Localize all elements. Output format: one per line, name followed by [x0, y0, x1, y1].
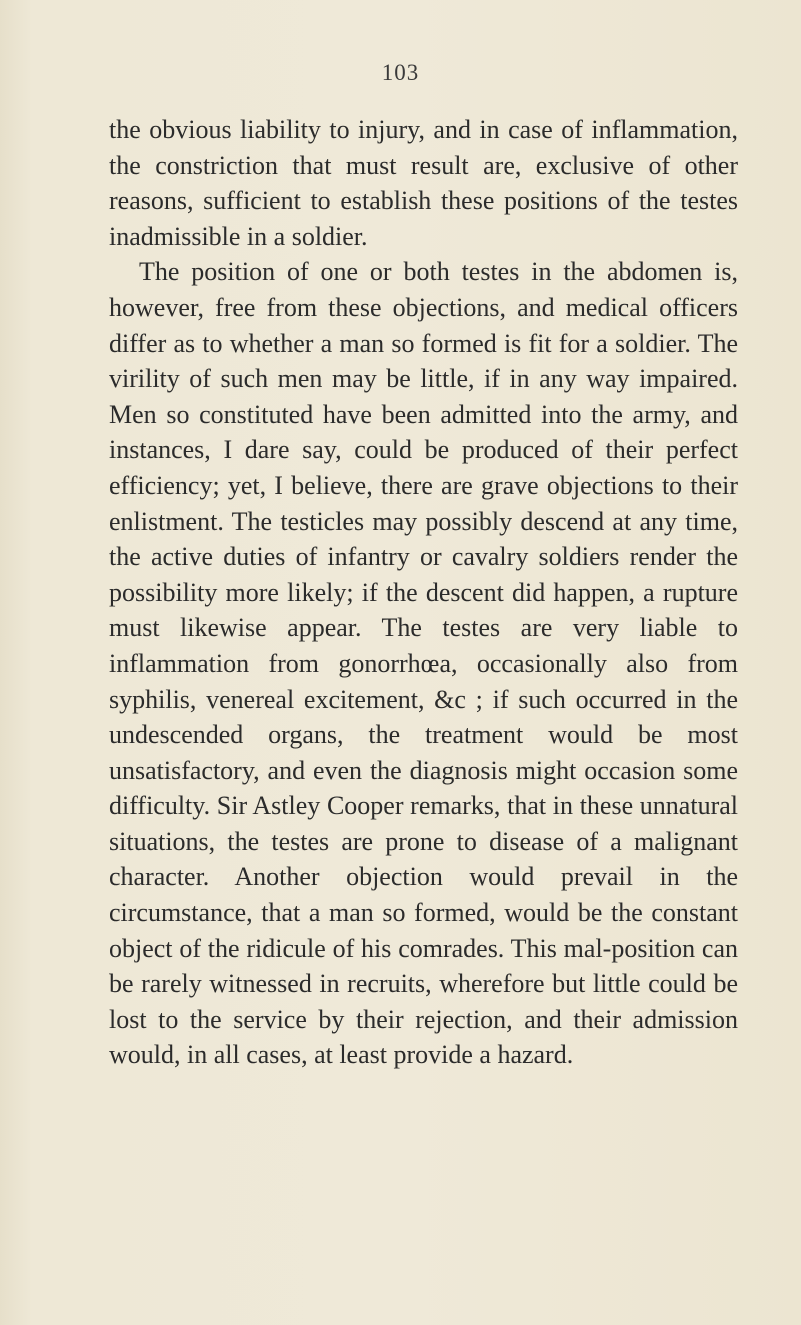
- paragraph-abdominal-testes: The position of one or both testes in the abdomen is, however, free from these objections, and medical officers differ as to whether a man so formed is fit for a soldier. The virility of such men may be little, if in any way impaired. Men so constituted have been admitted into the army, and instances, I dare say, could be produced of their perfect efficiency; yet, I believe, there are grave objections to their enlistment. The testicles may possibly descend at any time, the active duties of infantry or cavalry soldiers render the possibility more likely; if the descent did happen, a rupture must likewise appear. The testes are very liable to inflammation from gonorrhœa, occasionally also from syphilis, venereal excitement, &c ; if such occurred in the undescended organs, the treatment would be most unsatisfactory, and even the diagnosis might occasion some difficulty. Sir Astley Cooper remarks, that in these unnatural situations, the testes are prone to disease of a malignant character. Another objection would prevail in the circumstance, that a man so formed, would be the constant object of the ridicule of his comrades. This mal-position can be rarely witnessed in recruits, wherefore but little could be lost to the service by their rejection, and their admission would, in all cases, at least provide a hazard.: [109, 257, 738, 1070]
- page-number: 103: [381, 60, 420, 85]
- paragraph-continuation: the obvious liability to injury, and in case of inflammation, the constriction that must result are, exclusive of other reasons, sufficient to establish these positions of the testes inadmissible in a soldier.: [109, 115, 738, 251]
- body-text: [109, 112, 738, 1073]
